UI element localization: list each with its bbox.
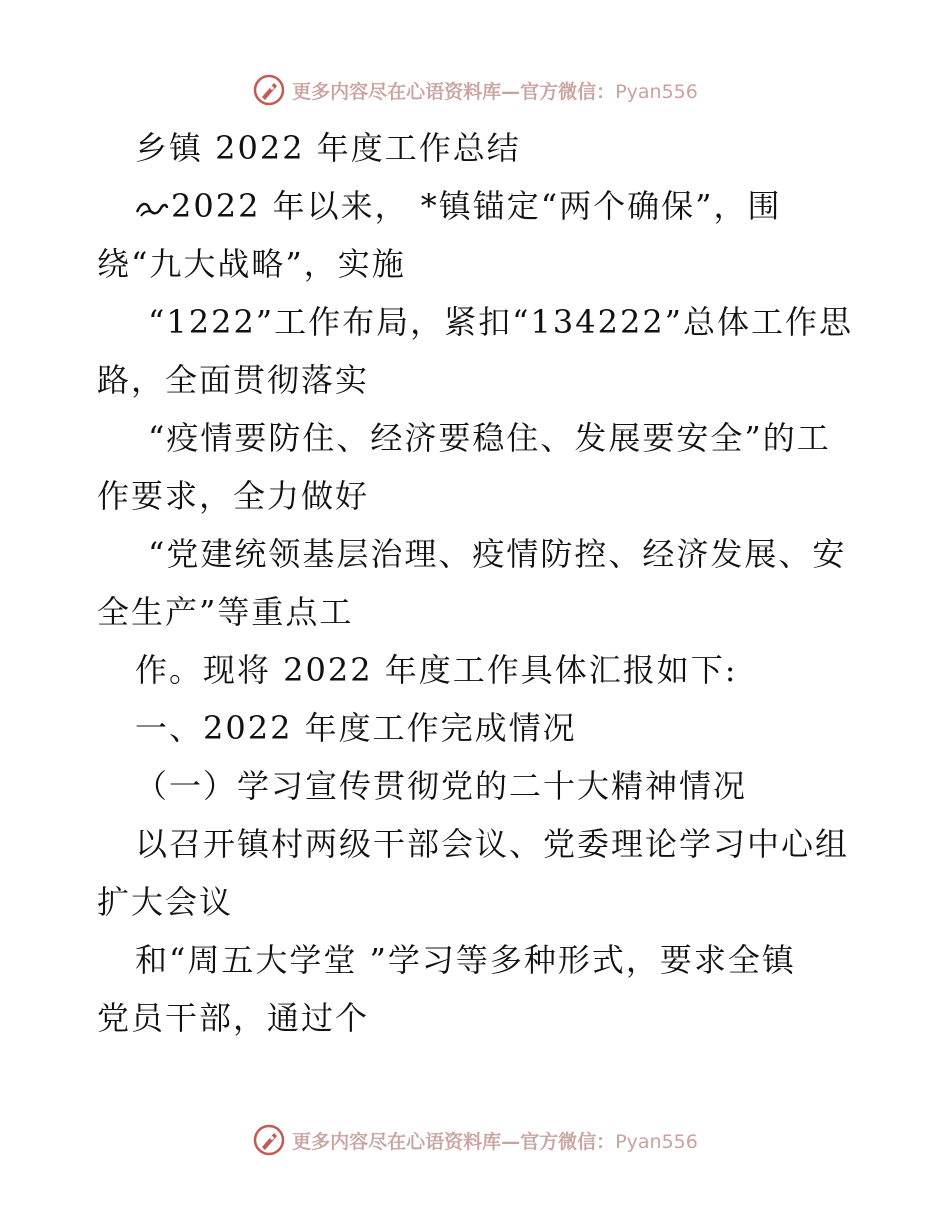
pen-nib-logo-icon xyxy=(252,1123,286,1157)
paragraph-line: 和“周五大学堂 ”学习等多种形式，要求全镇 xyxy=(135,941,796,979)
paragraph-line: 路，全面贯彻落实 xyxy=(97,361,370,399)
header-watermark xyxy=(0,70,950,110)
paragraph-line: 以召开镇村两级干部会议、党委理论学习中心组 xyxy=(135,825,850,863)
paragraph-line: 扩大会议 xyxy=(97,883,234,921)
paragraph-line: 作要求，全力做好 xyxy=(97,477,370,515)
document-title: 乡镇 2022 年度工作总结 xyxy=(135,129,521,167)
pen-nib-logo-icon xyxy=(252,73,286,107)
paragraph-line: 党员干部，通过个 xyxy=(97,999,370,1037)
watermark-text: 更多内容尽在心语资料库—官方微信：Pyan556 xyxy=(292,80,698,103)
watermark-text: 更多内容尽在心语资料库—官方微信：Pyan556 xyxy=(292,1130,698,1153)
subsection-heading: （一）学习宣传贯彻党的二十大精神情况 xyxy=(135,767,748,805)
ornament-swash-icon xyxy=(135,198,169,220)
paragraph-line: 作。现将 2022 年度工作具体汇报如下: xyxy=(135,651,738,689)
paragraph-line: 绕“九大战略”，实施 xyxy=(97,245,406,283)
paragraph-line: “党建统领基层治理、疫情防控、经济发展、安 xyxy=(148,535,847,573)
paragraph-line: 2022 年以来， *镇锚定“两个确保”，围 xyxy=(135,186,782,226)
paragraph-line: “1222”工作布局，紧扣“134222”总体工作思 xyxy=(148,303,854,341)
paragraph-line: “疫情要防住、经济要稳住、发展要安全”的工 xyxy=(148,419,831,457)
section-heading: 一、2022 年度工作完成情况 xyxy=(135,709,577,747)
footer-watermark xyxy=(0,1120,950,1160)
paragraph-line: 全生产”等重点工 xyxy=(97,593,354,631)
